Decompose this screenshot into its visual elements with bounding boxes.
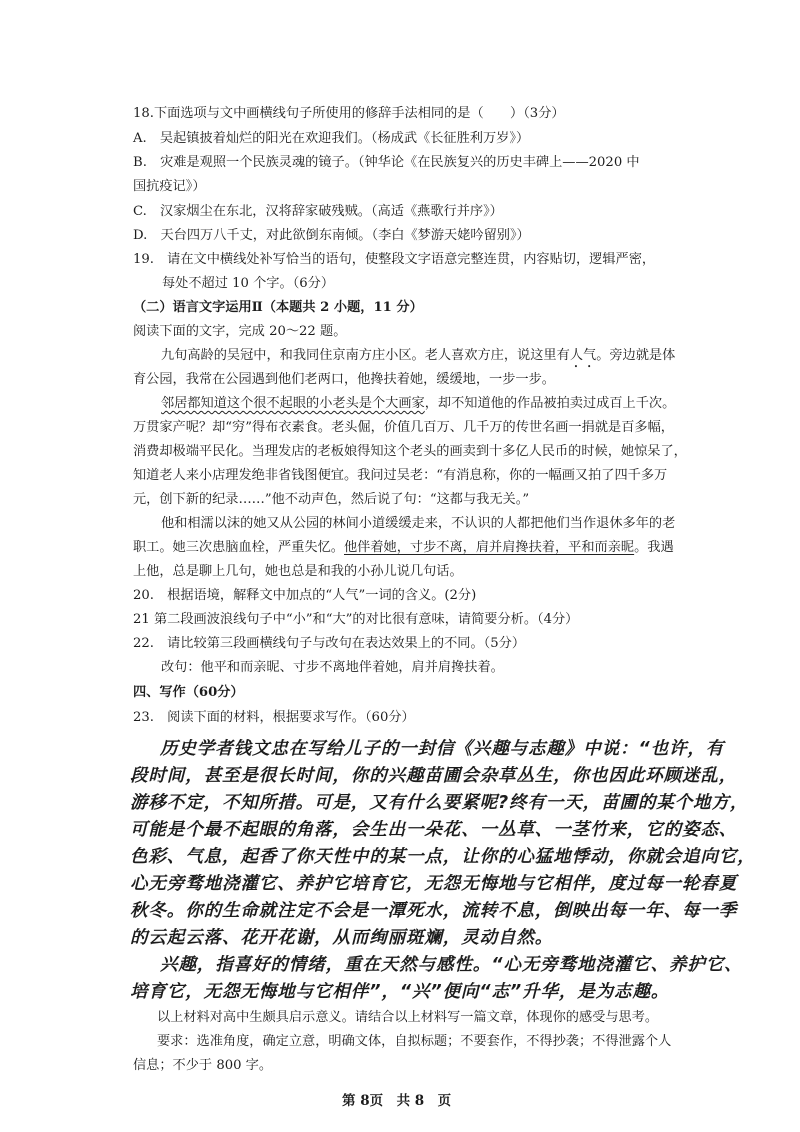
passage-text: ，却不知道他的作品被拍卖过成百上千次。 — [424, 396, 676, 411]
q18-option-b-cont: 国抗疫记》） — [133, 179, 206, 194]
essay-line: 兴趣，指喜好的情绪，重在天然与感性。“心无旁骛地浇灌它、养护它、 — [160, 955, 743, 975]
passage-text: 。我遇 — [634, 540, 674, 555]
task-line1: 以上材料对高中生颇具启示意义。请结合以上材料写一篇文章，体现你的感受与思考。 — [157, 1010, 659, 1025]
q18-option-c: C. 汉家烟尘在东北，汉将辞家破残贼。（高适《燕歌行并序》） — [133, 204, 503, 219]
essay-line: 心无旁骛地浇灌它、养护它培育它，无怨无悔地与它相伴，度过每一轮春夏 — [130, 874, 738, 894]
passage-text: 职工。她三次患脑血栓，严重失忆。 — [133, 540, 344, 555]
passage-p2-line2: 万贯家产呢？却“穷”得布衣素食。老头倔，价值几百万、几千万的传世名画一捐就是百多幅， — [133, 420, 674, 435]
passage-p2-line5: 元，创下新的纪录……”他不动声色，然后说了句：“这都与我无关。” — [133, 492, 530, 507]
passage-p2-line4: 知道老人来小店理发绝非省钱图便宜。我问过吴老：“有消息称，你的一幅画又拍了四千多万 — [133, 468, 668, 483]
q21: 21 第二段画波浪线句子中“小”和“大”的对比很有意味，请简要分析。（4分） — [133, 612, 579, 627]
essay-line: 的云起云落、花开花谢，从而绚丽斑斓，灵动自然。 — [130, 928, 554, 948]
passage-p2-line3: 消费却极端平民化。当理发店的老板娘得知这个老头的画卖到十多亿人民币的时候，她惊呆了， — [133, 444, 687, 459]
dotted-word-renqi: 人气 — [569, 348, 597, 363]
q23-stem: 23. 阅读下面的材料，根据要求写作。（60分） — [133, 710, 415, 725]
passage-p3-line2 — [133, 539, 674, 556]
essay-line: 可能是个最不起眼的角落，会生出一朵花、一丛草、一茎竹来，它的姿态、 — [130, 820, 738, 840]
essay-line: 历史学者钱文忠在写给儿子的一封信《兴趣与志趣》中说：“也许，有 — [160, 739, 725, 759]
section2-heading: （二）语言文字运用Ⅱ（本题共 2 小题，11 分） — [133, 300, 423, 315]
passage-p1-line1 — [161, 347, 675, 371]
section4-heading: 四、写作（60分） — [133, 685, 244, 700]
q19-line2: 每处不超过 10 个字。（6分） — [162, 276, 335, 291]
wavy-underlined-sentence: 邻居都知道这个很不起眼的小老头是个大画家 — [161, 396, 425, 411]
q22-revised-sentence: 改句：他平和而亲昵、寸步不离地伴着她，肩并肩搀扶着。 — [161, 660, 504, 675]
underlined-sentence: 他伴着她，寸步不离，肩并肩搀扶着，平和而亲昵 — [344, 540, 635, 555]
q18-option-b: B. 灾难是观照一个民族灵魂的镜子。（钟华论《在民族复兴的历史丰碑上——2020 中 — [133, 155, 640, 170]
q19-line1: 19. 请在文中横线处补写恰当的语句，使整段文字语意完整连贯，内容贴切，逻辑严密， — [133, 252, 656, 267]
essay-line: 培育它，无怨无悔地与它相伴”，“兴”便向“志”升华，是为志趣。 — [130, 982, 670, 1002]
task-requirements: 要求：选准角度，确定立意，明确文体，自拟标题；不要套作，不得抄袭；不得泄露个人 — [157, 1034, 672, 1049]
passage-p3-line1: 他和相濡以沫的她又从公园的林间小道缓缓走来，不认识的人都把他们当作退休多年的老 — [161, 516, 676, 531]
passage-text: 九旬高龄的吴冠中，和我同住京南方庄小区。老人喜欢方庄，说这里有 — [161, 348, 570, 363]
passage-text: 。旁边就是体 — [596, 348, 676, 363]
q20: 20. 根据语境，解释文中加点的“人气”一词的含义。(2分) — [133, 588, 477, 603]
essay-line: 色彩、气息，起香了你天性中的某一点，让你的心猛地悸动，你就会追向它， — [130, 847, 756, 867]
q18-option-a: A. 吴起镇披着灿烂的阳光在欢迎我们。（杨成武《长征胜利万岁》） — [133, 131, 530, 146]
essay-line: 秋冬。你的生命就注定不会是一潭死水，流转不息，倒映出每一年、每一季 — [130, 901, 738, 921]
essay-line: 段时间，甚至是很长时间，你的兴趣苗圃会杂草丛生，你也因此环顾迷乱， — [130, 766, 738, 786]
section2-intro: 阅读下面的文字，完成 20～22 题。 — [133, 324, 347, 339]
page-number: 第 8页 共 8 页 — [342, 1093, 452, 1109]
q22-line1: 22. 请比较第三段画横线句子与改句在表达效果上的不同。（5分） — [133, 636, 526, 651]
passage-p1-line2: 育公园，我常在公园遇到他们老两口，他搀扶着她，缓缓地，一步一步。 — [133, 372, 555, 387]
task-requirements-cont: 信息；不少于 800 字。 — [133, 1058, 273, 1073]
passage-p2-line1 — [161, 395, 675, 412]
passage-p3-line3: 上他，总是聊上几句，她也总是和我的小孙儿说几句话。 — [133, 564, 463, 579]
q18-stem: 18.下面选项与文中画横线句子所使用的修辞手法相同的是（ ）（3分） — [133, 106, 565, 121]
q18-option-d: D. 天台四万八千丈，对此欲倒东南倾。（李白《梦游天姥吟留别》） — [133, 228, 530, 243]
essay-line: 游移不定，不知所措。可是，又有什么要紧呢?终有一天，苗圃的某个地方， — [130, 793, 749, 813]
